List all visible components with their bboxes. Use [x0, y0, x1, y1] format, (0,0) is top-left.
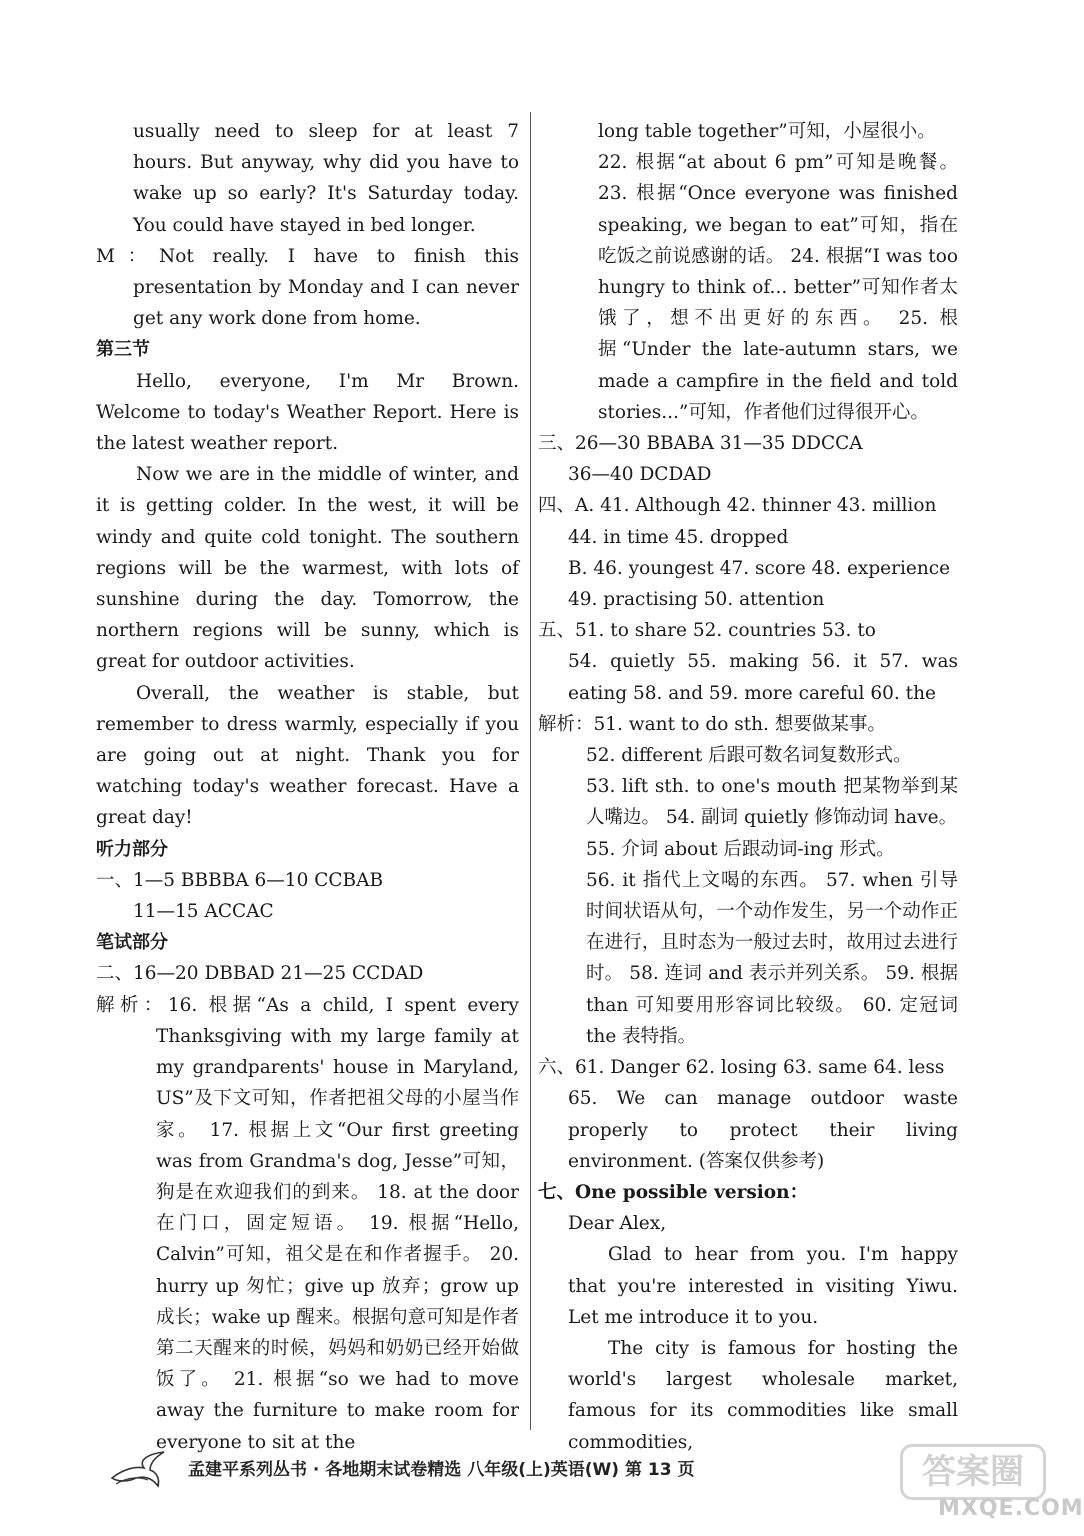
dialogue-continuation: usually need to sleep for at least 7 hours. But anyway, why did you have to wake up so early? It's Saturday today. You could have stayed in bed longer. — [133, 121, 519, 236]
letter-paragraph-2: The city is famous for hosting the world's largest wholesale market, famous for its commodities like small commodities, — [568, 1337, 958, 1453]
answers-61-64: 六、61. Danger 62. losing 63. same 64. less — [538, 1057, 945, 1079]
answers-46-48: B. 46. youngest 47. score 48. experience — [568, 557, 951, 579]
right-column — [538, 116, 958, 1458]
answers-44-45: 44. in time 45. dropped — [568, 526, 789, 548]
answers-11-15: 11—15 ACCAC — [133, 901, 274, 923]
answers-1-10: 一、1—5 BBBBA 6—10 CCBAB — [96, 869, 384, 891]
explanation-53-54: 53. lift sth. to one's mouth 把某物举到某人嘴边。 54. 副词 quietly 修饰动词 have。 — [586, 776, 958, 829]
watermark-box: 答案圈 — [900, 1444, 1046, 1500]
letter-greeting: Dear Alex, — [568, 1213, 667, 1235]
explanation-56-60: 56. it 指代上文喝的东西。 57. when 引导时间状语从句，一个动作发生，另一个动作正在进行，且时态为一般过去时，故用过去进行时。 58. 连词 and 表示并列关系。 59. 根据 than 可知要用形容词比较级。 60. 定冠词 the 表特指。 — [586, 869, 958, 1047]
left-column — [96, 116, 519, 1458]
page-footer — [160, 1452, 860, 1488]
answers-16-25: 二、16—20 DBBAD 21—25 CCDAD — [96, 963, 424, 985]
answers-36-40: 36—40 DCDAD — [568, 464, 712, 486]
explanation-55: 55. 介词 about 后跟动词-ing 形式。 — [586, 838, 895, 860]
weather-paragraph-2: Now we are in the middle of winter, and it is getting colder. In the west, it will be windy and quite cold tonight. The southern regions will be the warmest, with lots of sunshine during the day. Tomorrow, the northern regions will be sunny, which is great for outdoor activities. — [96, 464, 519, 673]
column-divider — [530, 112, 531, 1430]
written-heading: 笔试部分 — [96, 932, 168, 954]
listening-heading: 听力部分 — [96, 838, 168, 860]
letter-paragraph-1: Glad to hear from you. I'm happy that you're interested in visiting Yiwu. Let me introduce it to you. — [568, 1244, 958, 1328]
watermark-site: MXQE.COM — [938, 1496, 1084, 1521]
answers-49-50: 49. practising 50. attention — [568, 589, 825, 611]
explanation-52: 52. different 后跟可数名词复数形式。 — [586, 745, 912, 767]
watermark-logo — [880, 1442, 1084, 1532]
explanation-51: 解析：51. want to do sth. 想要做某事。 — [538, 713, 886, 735]
explanation-22-25: 22. 根据“at about 6 pm”可知是晚餐。 23. 根据“Once everyone was finished speaking, we began to eat”可知，指在吃饭之前说感谢的话。 24. 根据“I was too hungry to think of... better”可知作者太饿了，想不出更好的东西。 25. 根据“Under the late-autumn stars, we made a campfire in the field and told stories...”可知，作者他们过得很开心。 — [598, 152, 958, 423]
footer-text: 孟建平系列丛书 · 各地期末试卷精选 八年级(上)英语(W) 第 13 页 — [188, 1460, 695, 1480]
dialogue-m-line: M：Not really. I have to finish this presentation by Monday and I can never get any work done from home. — [96, 245, 519, 330]
weather-paragraph-1: Hello, everyone, I'm Mr Brown. Welcome to today's Weather Report. Here is the latest weather report. — [96, 370, 519, 455]
answers-26-35: 三、26—30 BBABA 31—35 DDCCA — [538, 433, 863, 455]
writing-heading: 七、One possible version： — [538, 1181, 809, 1203]
answers-41-43: 四、A. 41. Although 42. thinner 43. million — [538, 495, 937, 517]
answer-65: 65. We can manage outdoor waste properly to protect their living environment. (答案仅供参考) — [568, 1088, 958, 1172]
explanation-16-21: 解析：16. 根据“As a child, I spent every Thanksgiving with my large family at my grandparents' house in Maryland, US”及下文可知，作者把祖父母的小屋当作家。 17. 根据上文“Our first greeting was from Grandma's dog, Jesse”可知，狗是在欢迎我们的到来。 18. at the door 在门口，固定短语。 19. 根据“Hello, Calvin”可知，祖父是在和作者握手。 20. hurry up 匆忙；give up 放弃；grow up 成长；wake up 醒来。根据句意可知是作者第二天醒来的时候，妈妈和奶奶已经开始做饭了。 21. 根据“so we had to move away the furniture to make room for everyone to sit at the — [96, 994, 519, 1453]
weather-paragraph-3: Overall, the weather is stable, but remember to dress warmly, especially if you are going out at night. Thank you for watching today's weather forecast. Have a great day! — [96, 682, 519, 829]
swallow-logo-icon — [108, 1448, 168, 1490]
section-3-heading: 第三节 — [96, 339, 150, 361]
answers-51-53: 五、51. to share 52. countries 53. to — [538, 620, 876, 642]
explanation-21-end: long table together”可知，小屋很小。 — [598, 121, 936, 142]
answers-54-60: 54. quietly 55. making 56. it 57. was eating 58. and 59. more careful 60. the — [568, 651, 958, 704]
